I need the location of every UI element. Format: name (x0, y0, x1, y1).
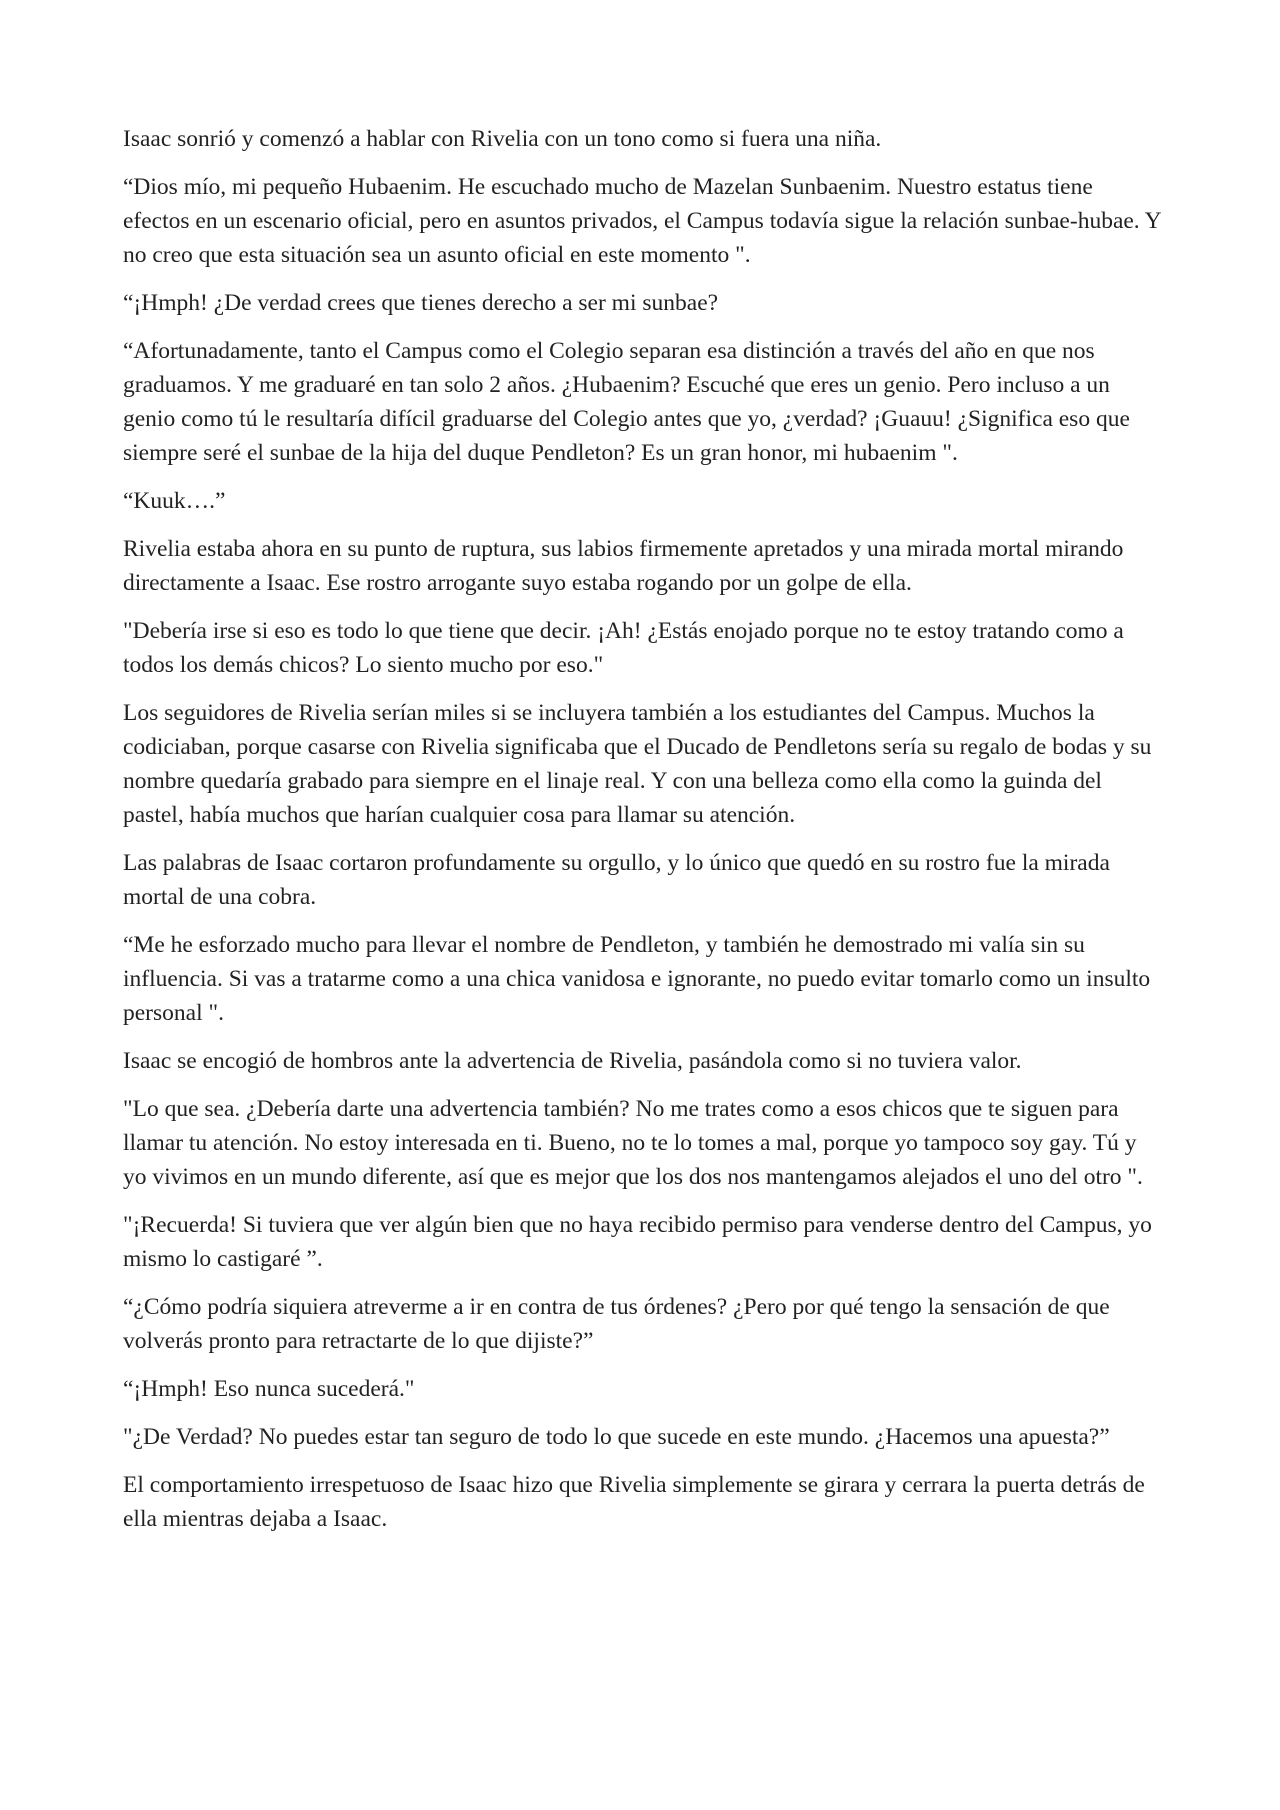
paragraph-10: “Me he esforzado mucho para llevar el nombre de Pendleton, y también he demostrado mi valía sin su influencia. Si vas a tratarme como a una chica vanidosa e ignorante, no puedo evitar tomarlo como un insulto personal ". (123, 932, 1151, 1026)
paragraph-4: “Afortunadamente, tanto el Campus como el Colegio separan esa distinción a través del año en que nos graduamos. Y me graduaré en tan solo 2 años. ¿Hubaenim? Escuché que eres un genio. Pero incluso a un genio como tú le resultaría difícil graduarse del Colegio antes que yo, ¿verdad? ¡Guauu! ¿Significa eso que siempre seré el sunbae de la hija del duque Pendleton? Es un gran honor, mi hubaenim ". (123, 338, 1130, 466)
paragraph-15: “¡Hmph! Eso nunca sucederá." (123, 1376, 415, 1402)
paragraph-8: Los seguidores de Rivelia serían miles si se incluyera también a los estudiantes del Campus. Muchos la codiciaban, porque casarse con Rivelia significaba que el Ducado de Pendletons sería su regalo de bodas y su nombre quedaría grabado para siempre en el linaje real. Y con una belleza como ella como la guinda del pastel, había muchos que harían cualquier cosa para llamar su atención. (123, 700, 1152, 828)
document-body (123, 122, 1163, 1550)
paragraph-7: "Debería irse si eso es todo lo que tiene que decir. ¡Ah! ¿Estás enojado porque no te estoy tratando como a todos los demás chicos? Lo siento mucho por eso." (123, 618, 1124, 678)
paragraph-11: Isaac se encogió de hombros ante la advertencia de Rivelia, pasándola como si no tuviera valor. (123, 1048, 1022, 1074)
paragraph-3: “¡Hmph! ¿De verdad crees que tienes derecho a ser mi sunbae? (123, 290, 719, 316)
paragraph-16: "¿De Verdad? No puedes estar tan seguro de todo lo que sucede en este mundo. ¿Hacemos una apuesta?” (123, 1424, 1110, 1450)
paragraph-5: “Kuuk….” (123, 488, 226, 514)
paragraph-12: "Lo que sea. ¿Debería darte una advertencia también? No me trates como a esos chicos que te siguen para llamar tu atención. No estoy interesada en ti. Bueno, no te lo tomes a mal, porque yo tampoco soy gay. Tú y yo vivimos en un mundo diferente, así que es mejor que los dos nos mantengamos alejados el uno del otro ". (123, 1096, 1143, 1190)
paragraph-14: “¿Cómo podría siquiera atreverme a ir en contra de tus órdenes? ¿Pero por qué tengo la sensación de que volverás pronto para retractarte de lo que dijiste?” (123, 1294, 1110, 1354)
paragraph-13: "¡Recuerda! Si tuviera que ver algún bien que no haya recibido permiso para venderse dentro del Campus, yo mismo lo castigaré ”. (123, 1212, 1152, 1272)
paragraph-2: “Dios mío, mi pequeño Hubaenim. He escuchado mucho de Mazelan Sunbaenim. Nuestro estatus tiene efectos en un escenario oficial, pero en asuntos privados, el Campus todavía sigue la relación sunbae-hubae. Y no creo que esta situación sea un asunto oficial en este momento ". (123, 174, 1161, 268)
paragraph-9: Las palabras de Isaac cortaron profundamente su orgullo, y lo único que quedó en su rostro fue la mirada mortal de una cobra. (123, 850, 1110, 910)
paragraph-17: El comportamiento irrespetuoso de Isaac hizo que Rivelia simplemente se girara y cerrara la puerta detrás de ella mientras dejaba a Isaac. (123, 1472, 1145, 1532)
paragraph-1: Isaac sonrió y comenzó a hablar con Rivelia con un tono como si fuera una niña. (123, 126, 882, 152)
paragraph-6: Rivelia estaba ahora en su punto de ruptura, sus labios firmemente apretados y una mirada mortal mirando directamente a Isaac. Ese rostro arrogante suyo estaba rogando por un golpe de ella. (123, 536, 1124, 596)
